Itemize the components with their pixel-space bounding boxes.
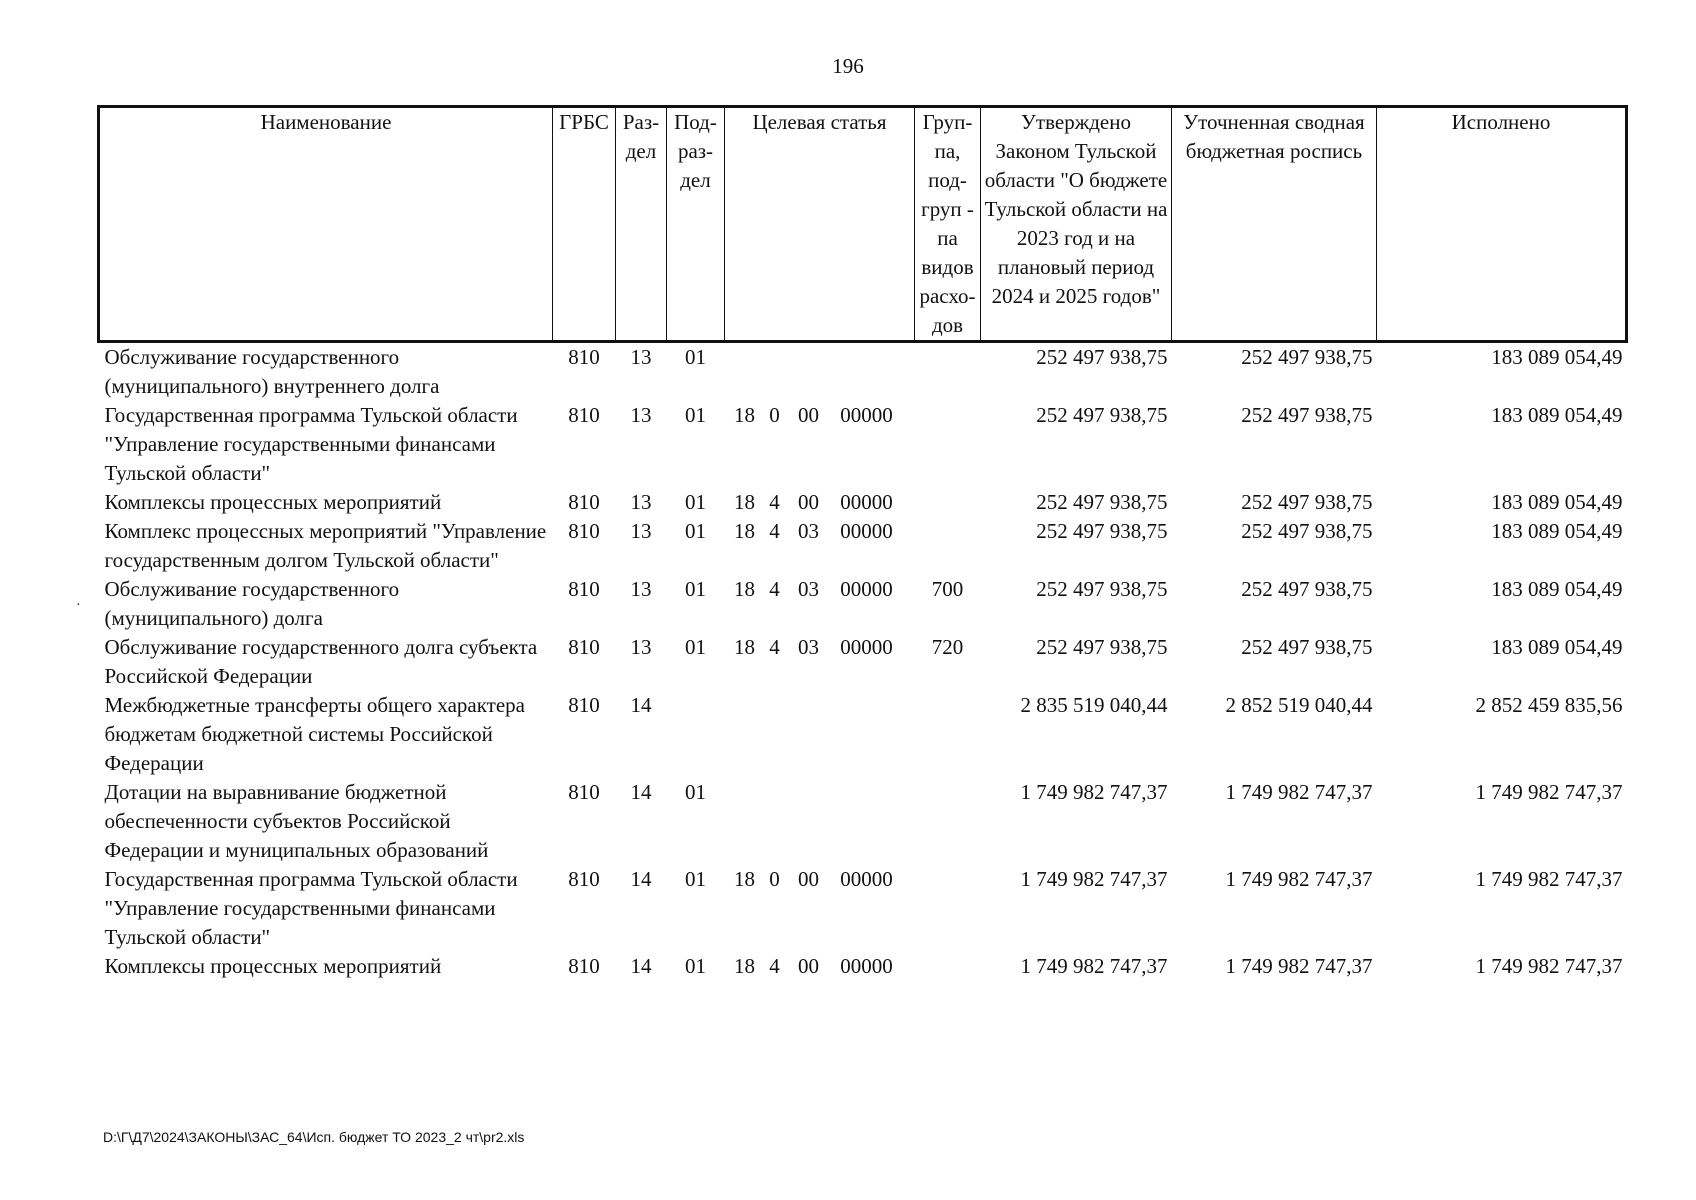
row-podrazdel: 01 (685, 954, 706, 978)
target-part-t4: 00000 (840, 635, 893, 659)
header-executed: Исполнено (1377, 107, 1627, 342)
row-target-article (725, 952, 915, 981)
target-part-t4: 00000 (840, 867, 893, 891)
row-target-article (725, 488, 915, 517)
row-target-article (725, 778, 915, 865)
target-part-t3: 03 (798, 519, 819, 543)
row-refined: 1 749 982 747,37 (1225, 954, 1373, 978)
row-podrazdel: 01 (685, 577, 706, 601)
row-razdel: 14 (630, 693, 652, 717)
row-name: Государственная программа Тульской области "Управление государственными финансами Тульской области" (104, 403, 518, 485)
table-body (99, 342, 1627, 982)
header-approved: Утверждено Законом Тульской области "О бюджете Тульской области на 2023 год и на плановый период 2024 и 2025 годов" (981, 107, 1172, 342)
row-refined: 252 497 938,75 (1241, 403, 1373, 427)
header-grbs: ГРБС (553, 107, 616, 342)
row-expense-group (915, 401, 981, 488)
row-refined: 252 497 938,75 (1241, 490, 1373, 514)
row-approved: 1 749 982 747,37 (1020, 780, 1168, 804)
row-grbs: 810 (568, 635, 600, 659)
row-target-article (725, 342, 915, 402)
table-header-row (99, 107, 1627, 342)
row-podrazdel: 01 (685, 345, 706, 369)
header-razdel: Раз- дел (616, 107, 667, 342)
row-target-article (725, 401, 915, 488)
row-podrazdel: 01 (685, 635, 706, 659)
row-podrazdel: 01 (685, 490, 706, 514)
row-podrazdel: 01 (685, 403, 706, 427)
target-part-t1: 18 (734, 577, 755, 601)
header-target-article: Целевая статья (725, 107, 915, 342)
target-part-t3: 00 (798, 490, 819, 514)
target-part-t1: 18 (734, 403, 755, 427)
row-grbs: 810 (568, 693, 600, 717)
row-name: Государственная программа Тульской области "Управление государственными финансами Тульской области" (104, 867, 518, 949)
target-part-t3: 00 (798, 403, 819, 427)
row-executed: 2 852 459 835,56 (1475, 693, 1623, 717)
row-target-article (725, 517, 915, 575)
row-grbs: 810 (568, 867, 600, 891)
row-grbs: 810 (568, 954, 600, 978)
row-expense-group (915, 865, 981, 952)
header-refined: Уточненная сводная бюджетная роспись (1172, 107, 1377, 342)
target-part-t4: 00000 (840, 577, 893, 601)
row-razdel: 13 (630, 635, 652, 659)
table-row (99, 517, 1627, 575)
row-approved: 252 497 938,75 (1036, 345, 1168, 369)
table-row (99, 633, 1627, 691)
row-razdel: 14 (630, 954, 652, 978)
row-grbs: 810 (568, 519, 600, 543)
row-name: Обслуживание государственного долга субъекта Российской Федерации (104, 635, 538, 688)
row-approved: 252 497 938,75 (1036, 403, 1168, 427)
row-razdel: 14 (630, 867, 652, 891)
row-executed: 183 089 054,49 (1491, 490, 1623, 514)
row-approved: 252 497 938,75 (1036, 519, 1168, 543)
target-part-t3: 03 (798, 577, 819, 601)
footer-file-path: D:\Г\Д7\2024\ЗАКОНЫ\ЗАС_64\Исп. бюджет ТО 2023_2 чт\pr2.xls (103, 1129, 525, 1145)
row-approved: 2 835 519 040,44 (1020, 693, 1168, 717)
row-refined: 1 749 982 747,37 (1225, 867, 1373, 891)
row-name: Комплексы процессных мероприятий (104, 954, 442, 978)
row-executed: 183 089 054,49 (1491, 519, 1623, 543)
row-executed: 183 089 054,49 (1491, 577, 1623, 601)
budget-table (97, 105, 1628, 981)
row-target-article (725, 865, 915, 952)
table-row (99, 952, 1627, 981)
row-name: Комплекс процессных мероприятий "Управление государственным долгом Тульской области" (104, 519, 547, 572)
target-part-t3: 00 (798, 954, 819, 978)
row-target-article (725, 691, 915, 778)
target-part-t1: 18 (734, 867, 755, 891)
row-expense-group (915, 952, 981, 981)
row-refined: 252 497 938,75 (1241, 577, 1373, 601)
target-part-t3: 03 (798, 635, 819, 659)
target-part-t2: 4 (769, 490, 780, 514)
target-part-t1: 18 (734, 519, 755, 543)
row-razdel: 13 (630, 403, 652, 427)
row-expense-group (915, 517, 981, 575)
target-part-t1: 18 (734, 954, 755, 978)
row-name: Межбюджетные трансферты общего характера бюджетам бюджетной системы Российской Федерации (104, 693, 525, 775)
row-approved: 252 497 938,75 (1036, 490, 1168, 514)
table-row (99, 342, 1627, 402)
row-refined: 2 852 519 040,44 (1225, 693, 1373, 717)
row-approved: 1 749 982 747,37 (1020, 867, 1168, 891)
table-row (99, 575, 1627, 633)
row-podrazdel (667, 691, 725, 778)
row-expense-group (915, 488, 981, 517)
target-part-t3: 00 (798, 867, 819, 891)
header-name: Наименование (99, 107, 553, 342)
row-podrazdel: 01 (685, 519, 706, 543)
row-grbs: 810 (568, 490, 600, 514)
row-refined: 252 497 938,75 (1241, 519, 1373, 543)
row-expense-group: 720 (931, 635, 964, 659)
row-name: Обслуживание государственного (муниципального) долга (104, 577, 400, 630)
row-razdel: 13 (630, 490, 652, 514)
row-executed: 1 749 982 747,37 (1475, 780, 1623, 804)
row-razdel: 14 (630, 780, 652, 804)
row-podrazdel: 01 (685, 867, 706, 891)
header-podrazdel: Под- раз- дел (667, 107, 725, 342)
target-part-t2: 4 (769, 577, 780, 601)
row-target-article (725, 633, 915, 691)
row-razdel: 13 (630, 519, 652, 543)
row-name: Комплексы процессных мероприятий (104, 490, 442, 514)
row-expense-group (915, 342, 981, 402)
target-part-t4: 00000 (840, 403, 893, 427)
table-row (99, 778, 1627, 865)
table-row (99, 691, 1627, 778)
target-part-t2: 0 (769, 403, 780, 427)
target-part-t2: 0 (769, 867, 780, 891)
table-row (99, 488, 1627, 517)
row-expense-group (915, 691, 981, 778)
row-name: Обслуживание государственного (муниципального) внутреннего долга (104, 345, 440, 398)
margin-mark: · (76, 598, 81, 613)
target-part-t2: 4 (769, 954, 780, 978)
row-name: Дотации на выравнивание бюджетной обеспеченности субъектов Российской Федерации и муниципальных образований (104, 780, 489, 862)
table-row (99, 401, 1627, 488)
target-part-t4: 00000 (840, 519, 893, 543)
row-executed: 1 749 982 747,37 (1475, 954, 1623, 978)
row-refined: 252 497 938,75 (1241, 345, 1373, 369)
target-part-t4: 00000 (840, 490, 893, 514)
row-executed: 183 089 054,49 (1491, 403, 1623, 427)
target-part-t2: 4 (769, 519, 780, 543)
row-executed: 183 089 054,49 (1491, 635, 1623, 659)
row-refined: 252 497 938,75 (1241, 635, 1373, 659)
row-approved: 252 497 938,75 (1036, 635, 1168, 659)
target-part-t1: 18 (734, 490, 755, 514)
header-expense-group: Груп- па, под- груп - па видов расхо- дов (915, 107, 981, 342)
row-target-article (725, 575, 915, 633)
page-number: 196 (832, 54, 864, 78)
row-podrazdel: 01 (685, 780, 706, 804)
row-executed: 183 089 054,49 (1491, 345, 1623, 369)
target-part-t4: 00000 (840, 954, 893, 978)
target-part-t1: 18 (734, 635, 755, 659)
table-row (99, 865, 1627, 952)
row-approved: 252 497 938,75 (1036, 577, 1168, 601)
row-grbs: 810 (568, 403, 600, 427)
row-refined: 1 749 982 747,37 (1225, 780, 1373, 804)
row-executed: 1 749 982 747,37 (1475, 867, 1623, 891)
row-expense-group: 700 (931, 577, 964, 601)
row-grbs: 810 (568, 577, 600, 601)
target-part-t2: 4 (769, 635, 780, 659)
row-expense-group (915, 778, 981, 865)
row-razdel: 13 (630, 577, 652, 601)
row-grbs: 810 (568, 345, 600, 369)
row-grbs: 810 (568, 780, 600, 804)
row-razdel: 13 (630, 345, 652, 369)
row-approved: 1 749 982 747,37 (1020, 954, 1168, 978)
